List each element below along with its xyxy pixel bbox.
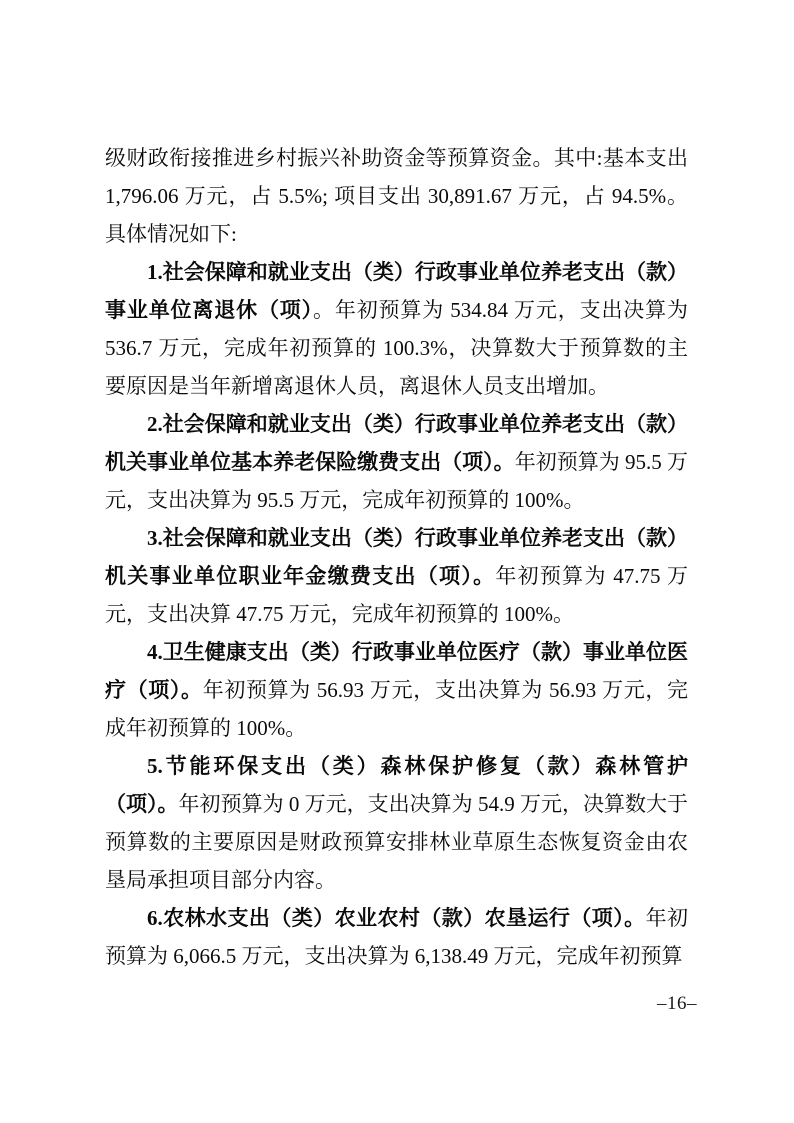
body-text-run: 年初预算为 47.75 万元，支出决算 47.75 万元，完成年初预算的 100%。 [105, 564, 688, 626]
body-text-run: 年初预算为 95.5 万元，支出决算为 95.5 万元，完成年初预算的 100%。 [105, 450, 689, 512]
budget-item-heading: 1.社会保障和就业支出（类）行政事业单位养老支出（款）事业单位离退休（项） [105, 260, 688, 322]
paragraph-item-4 [105, 633, 688, 747]
body-text-run: 级财政衔接推进乡村振兴补助资金等预算资金。其中:基本支出 1,796.06 万元，占 5.5%; 项目支出 30,891.67 万元，占 94.5%。具体情况如下: [105, 146, 688, 246]
budget-item-heading: 6.农林水支出（类）农业农村（款）农垦运行（项）。 [147, 906, 646, 930]
paragraph-intro-continuation [105, 139, 688, 253]
budget-item-heading: 5.节能环保支出（类）森林保护修复（款）森林管护（项）。 [105, 754, 688, 816]
budget-item-heading: 4.卫生健康支出（类）行政事业单位医疗（款）事业单位医疗（项）。 [105, 640, 688, 702]
body-text-run: 年初预算为 56.93 万元，支出决算为 56.93 万元，完成年初预算的 100%。 [105, 678, 689, 740]
body-text-run: 。年初预算为 534.84 万元，支出决算为 536.7 万元，完成年初预算的 100.3%，决算数大于预算数的主要原因是当年新增离退休人员，离退休人员支出增加。 [105, 298, 688, 398]
paragraph-item-2 [105, 405, 688, 519]
body-text-run: 年初预算为 6,066.5 万元，支出决算为 6,138.49 万元，完成年初预算 [105, 906, 689, 968]
body-text-run: 年初预算为 0 万元，支出决算为 54.9 万元，决算数大于预算数的主要原因是财政预算安排林业草原生态恢复资金由农垦局承担项目部分内容。 [105, 792, 689, 892]
document-body [105, 139, 688, 975]
paragraph-item-3 [105, 519, 688, 633]
budget-item-heading: 2.社会保障和就业支出（类）行政事业单位养老支出（款）机关事业单位基本养老保险缴费支出（项）。 [105, 412, 688, 474]
paragraph-item-6 [105, 899, 688, 975]
paragraph-item-1 [105, 253, 688, 405]
page-number: –16– [657, 993, 697, 1014]
paragraph-item-5 [105, 747, 688, 899]
budget-item-heading: 3.社会保障和就业支出（类）行政事业单位养老支出（款）机关事业单位职业年金缴费支出（项）。 [105, 526, 688, 588]
